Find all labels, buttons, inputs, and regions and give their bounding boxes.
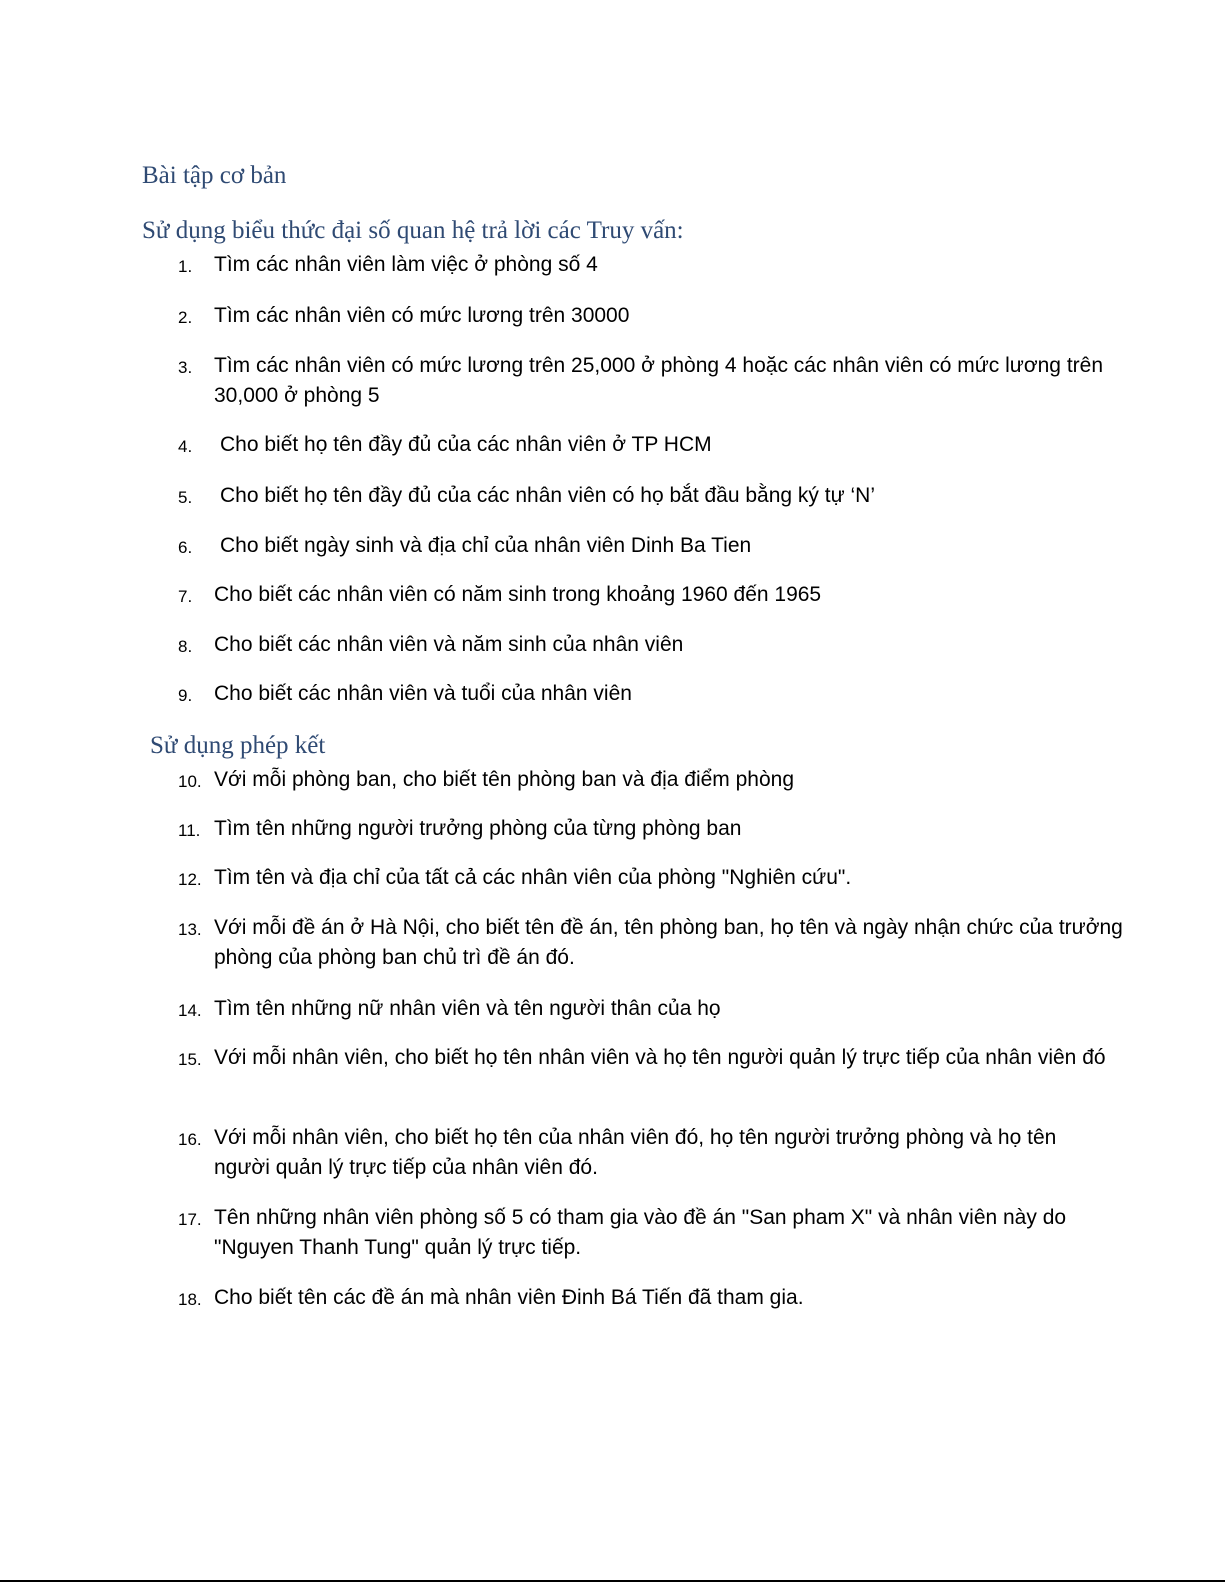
- list-item-number: 6.: [178, 538, 193, 557]
- document-title: Bài tập cơ bản: [142, 162, 287, 189]
- list-item-number: 17.: [178, 1210, 202, 1229]
- list-item-text: Với mỗi đề án ở Hà Nội, cho biết tên đề án, tên phòng ban, họ tên và ngày nhận chức của trưởng phòng của phòng ban chủ trì đề án đó.: [214, 916, 1123, 969]
- list-item-number: 11.: [178, 821, 201, 840]
- list-item-text: Tìm các nhân viên có mức lương trên 30000: [214, 304, 630, 327]
- list-item-text: Cho biết họ tên đầy đủ của các nhân viên có họ bắt đầu bằng ký tự ‘N’: [220, 484, 875, 507]
- list-item-text: Cho biết họ tên đầy đủ của các nhân viên ở TP HCM: [220, 433, 712, 456]
- section-heading-join: Sử dụng phép kết: [150, 732, 326, 759]
- list-item-number: 1.: [178, 257, 193, 276]
- list-item-number: 10.: [178, 772, 202, 791]
- list-item-text: Tìm tên và địa chỉ của tất cả các nhân viên của phòng "Nghiên cứu".: [214, 866, 852, 889]
- list-item-number: 16.: [178, 1130, 202, 1149]
- list-item-text: Với mỗi nhân viên, cho biết họ tên của nhân viên đó, họ tên người trưởng phòng và họ tên người quản lý trực tiếp của nhân viên đó.: [214, 1126, 1057, 1179]
- list-item-text: Tên những nhân viên phòng số 5 có tham gia vào đề án "San pham X" và nhân viên này do "Nguyen Thanh Tung" quản lý trực tiếp.: [214, 1206, 1067, 1259]
- list-item-number: 14.: [178, 1001, 202, 1020]
- list-item-text: Cho biết các nhân viên và tuổi của nhân viên: [214, 682, 632, 705]
- list-item-text: Cho biết ngày sinh và địa chỉ của nhân viên Dinh Ba Tien: [220, 534, 752, 557]
- section-heading-relational-algebra: Sử dụng biểu thức đại số quan hệ trả lời các Truy vấn:: [142, 217, 684, 244]
- list-item-text: Cho biết các nhân viên và năm sinh của nhân viên: [214, 633, 684, 656]
- list-item-text: Tìm tên những nữ nhân viên và tên người thân của họ: [214, 997, 721, 1020]
- list-item-number: 5.: [178, 488, 193, 507]
- list-item-text: Cho biết các nhân viên có năm sinh trong khoảng 1960 đến 1965: [214, 583, 822, 606]
- list-item-text: Với mỗi nhân viên, cho biết họ tên nhân viên và họ tên người quản lý trực tiếp của nhân viên đó: [214, 1046, 1106, 1069]
- list-item-number: 9.: [178, 686, 193, 705]
- list-item-text: Tìm tên những người trưởng phòng của từng phòng ban: [214, 817, 742, 840]
- list-item-number: 12.: [178, 870, 202, 889]
- list-item-text: Cho biết tên các đề án mà nhân viên Đinh Bá Tiến đã tham gia.: [214, 1286, 804, 1309]
- list-item-number: 7.: [178, 587, 193, 606]
- list-item-number: 13.: [178, 920, 202, 939]
- list-item-text: Tìm các nhân viên làm việc ở phòng số 4: [214, 253, 598, 276]
- list-item-number: 15.: [178, 1050, 202, 1069]
- list-item-text: Với mỗi phòng ban, cho biết tên phòng ban và địa điểm phòng: [214, 768, 795, 791]
- list-item-number: 2.: [178, 308, 193, 327]
- list-item-number: 18.: [178, 1290, 202, 1309]
- page-bottom-border: [0, 1580, 1225, 1582]
- list-item-number: 3.: [178, 358, 193, 377]
- list-item-number: 4.: [178, 437, 193, 456]
- list-item-number: 8.: [178, 637, 193, 656]
- list-item-text: Tìm các nhân viên có mức lương trên 25,000 ở phòng 4 hoặc các nhân viên có mức lương trên 30,000 ở phòng 5: [214, 354, 1104, 407]
